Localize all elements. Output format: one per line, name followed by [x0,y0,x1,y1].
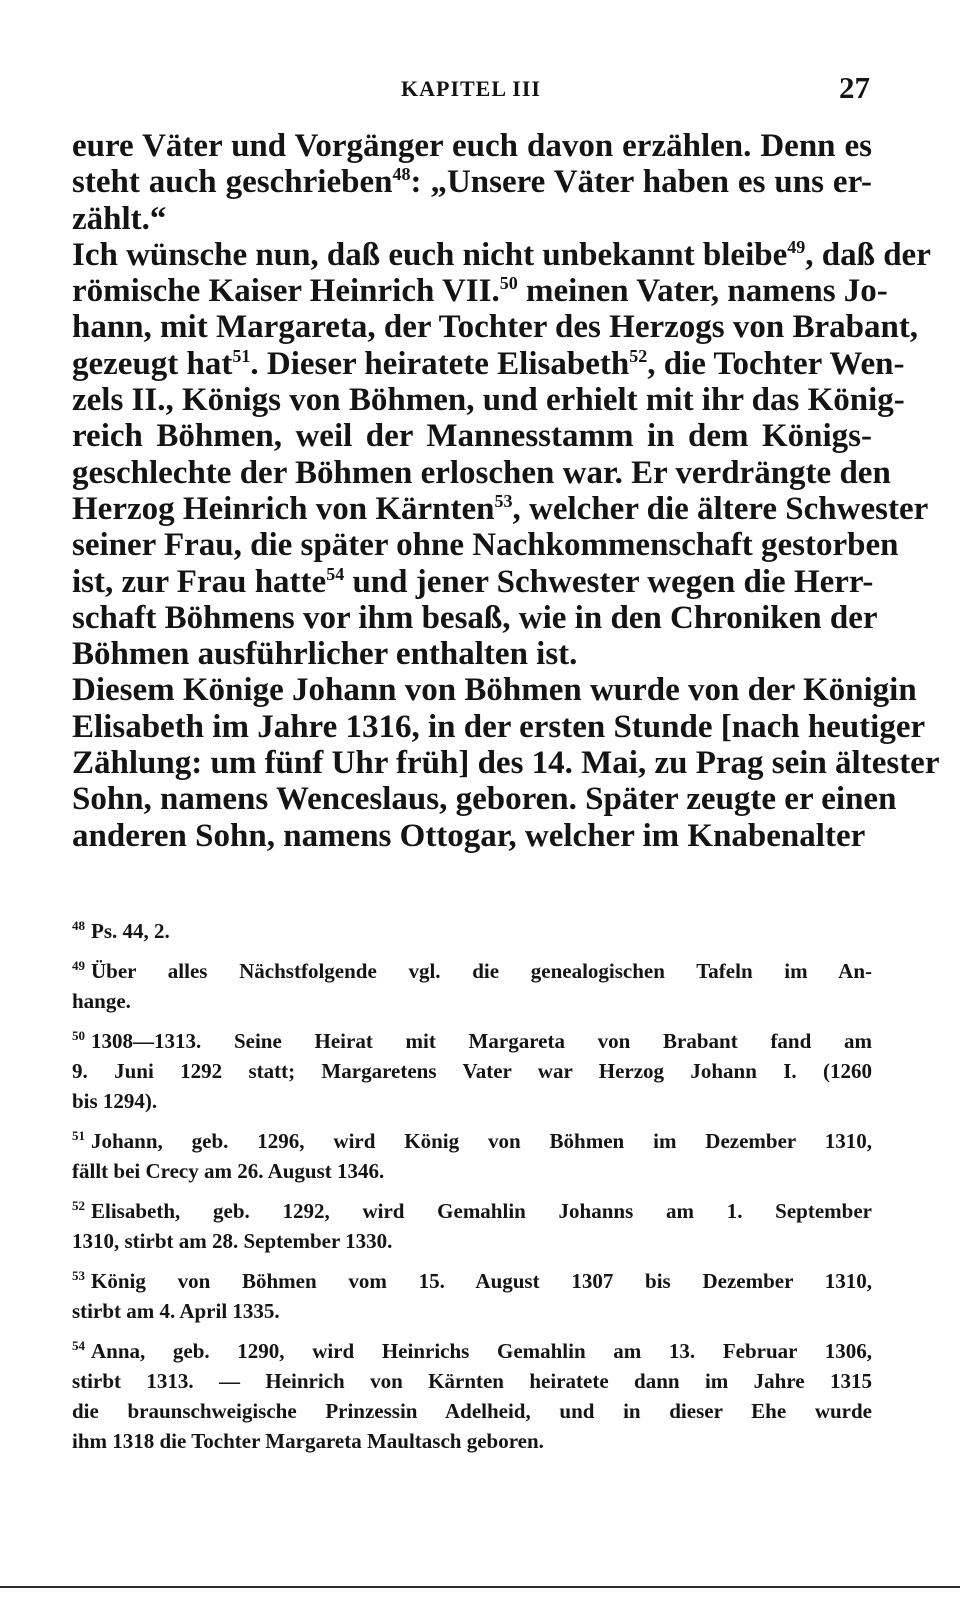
footnote-line [72,1366,872,1396]
text-segment: zählt.“ [72,200,167,237]
footnote-text: Über alles Nächstfolgende vgl. die genealogischen Tafeln im An- [91,959,872,983]
page-header [72,70,870,110]
footnote-line [72,1396,872,1426]
footnote-reference: 50 [499,273,518,294]
footnote-text: Elisabeth, geb. 1292, wird Gemahlin Johanns am 1. September [91,1199,872,1223]
text-line [72,273,888,310]
page-edge-line [0,1586,960,1588]
page-number: 27 [839,70,870,105]
footnote [72,1336,872,1456]
paragraph [72,672,940,854]
text-segment: Herzog Heinrich von Kärnten [72,490,495,527]
text-line [72,672,917,709]
text-segment: Böhmen ausführlicher enthalten ist. [72,636,578,673]
text-segment: hann, mit Margareta, der Tochter des Herzogs von Brabant, [72,309,919,346]
footnote [72,1126,872,1186]
footnote-line [72,1196,872,1226]
footnote [72,916,872,946]
footnote-text: bis 1294). [72,1089,158,1113]
text-segment: : „Unsere Väter haben es uns er- [410,164,872,201]
text-line [72,236,931,273]
footnote-number: 54 [72,1338,85,1353]
footnote-reference: 51 [232,345,251,366]
footnote-reference: 49 [787,236,806,257]
text-segment: und jener Schwester wegen die Herr- [344,563,874,600]
paragraph [72,236,931,673]
footnote-line [72,1266,872,1296]
text-segment: reich Böhmen, weil der Mannesstamm in dem Königs- [72,418,872,455]
text-segment: schaft Böhmens vor ihm besaß, wie in den Chroniken der [72,599,878,636]
footnote-line [72,1296,872,1326]
text-segment: Zählung: um fünf Uhr früh] des 14. Mai, zu Prag sein ältester [72,745,940,782]
footnote-text: Anna, geb. 1290, wird Heinrichs Gemahlin am 13. Februar 1306, [91,1339,872,1363]
footnote-text: Johann, geb. 1296, wird König von Böhmen im Dezember 1310, [91,1129,872,1153]
footnote-text: hange. [72,989,131,1013]
footnote-number: 50 [72,1028,85,1043]
footnote-text: 1310, stirbt am 28. September 1330. [72,1229,393,1253]
text-segment: ist, zur Frau hatte [72,563,327,600]
footnote-line [72,1026,872,1056]
text-line [72,708,926,745]
footnote-reference: 52 [629,345,648,366]
text-segment: geschlechte der Böhmen erloschen war. Er verdrängte den [72,454,891,491]
text-segment: gezeugt hat [72,345,233,382]
footnote-text: König von Böhmen vom 15. August 1307 bis Dezember 1310, [91,1269,872,1293]
text-line [72,527,899,564]
footnotes [72,916,872,1466]
footnote-number: 48 [72,918,85,933]
footnote-line [72,1086,872,1116]
footnote [72,956,872,1016]
text-segment: , daß der [805,236,931,273]
text-segment: meinen Vater, namens Jo- [517,273,888,310]
text-line [72,781,897,818]
footnote-reference: 53 [494,490,513,511]
footnote-text: stirbt am 4. April 1335. [72,1299,280,1323]
footnote-text: stirbt 1313. — Heinrich von Kärnten heiratete dann im Jahre 1315 [72,1369,872,1393]
footnote-line [72,916,872,946]
text-line [72,818,872,854]
text-line [72,309,919,346]
footnote-text: 1308—1313. Seine Heirat mit Margareta von Brabant fand am [91,1029,872,1053]
paragraph [72,128,872,237]
text-segment: seiner Frau, die später ohne Nachkommenschaft gestorben [72,527,899,564]
footnote-text: Ps. 44, 2. [91,919,170,943]
footnote-text: die braunschweigische Prinzessin Adelheid, und in dieser Ehe wurde [72,1399,872,1423]
footnote [72,1266,872,1326]
text-segment: steht auch geschrieben [72,164,393,201]
text-segment: anderen Sohn, namens Ottogar, welcher im Knabenalter [72,817,866,854]
text-line [72,454,891,491]
footnote-line [72,1156,872,1186]
footnote-text: ihm 1318 die Tochter Margareta Maultasch geboren. [72,1429,544,1453]
text-line [72,599,878,636]
footnote-line [72,986,872,1016]
footnote-reference: 54 [326,563,345,584]
text-line [72,201,872,237]
text-line [72,745,940,782]
footnote-text: fällt bei Crecy am 26. August 1346. [72,1159,385,1183]
text-line [72,345,905,382]
text-line [72,564,872,600]
footnote-line [72,1426,872,1456]
text-segment: zels II., Königs von Böhmen, und erhielt mit ihr das König- [72,382,905,419]
footnote-reference: 48 [392,164,411,185]
text-line [72,128,872,164]
text-segment: Sohn, namens Wenceslaus, geboren. Später zeugte er einen [72,781,897,818]
footnote-number: 52 [72,1198,85,1213]
text-line [72,164,872,200]
footnote-line [72,1336,872,1366]
footnote-line [72,1126,872,1156]
footnote-line [72,1056,872,1086]
text-line [72,490,929,527]
footnote-number: 49 [72,958,85,973]
text-segment: , welcher die ältere Schwester [512,490,929,527]
footnote-number: 53 [72,1268,85,1283]
body-text [72,128,940,854]
text-segment: eure Väter und Vorgänger euch davon erzählen. Denn es [72,128,872,164]
footnote-line [72,1226,872,1256]
text-segment: Ich wünsche nun, daß euch nicht unbekannt bleibe [72,236,788,273]
text-line [72,636,872,672]
text-segment: Elisabeth im Jahre 1316, in der ersten Stunde [nach heutiger [72,708,926,745]
footnote [72,1026,872,1116]
text-line [72,382,905,419]
running-head: KAPITEL III [401,76,541,101]
text-segment: , die Tochter Wen- [647,345,905,382]
text-segment: römische Kaiser Heinrich VII. [72,273,500,310]
text-segment: Diesem Könige Johann von Böhmen wurde von der Königin [72,672,917,709]
text-line [72,418,872,454]
footnote-line [72,956,872,986]
footnote-number: 51 [72,1128,85,1143]
text-segment: . Dieser heiratete Elisabeth [250,345,630,382]
footnote-text: 9. Juni 1292 statt; Margaretens Vater war Herzog Johann I. (1260 [72,1059,872,1083]
footnote [72,1196,872,1256]
